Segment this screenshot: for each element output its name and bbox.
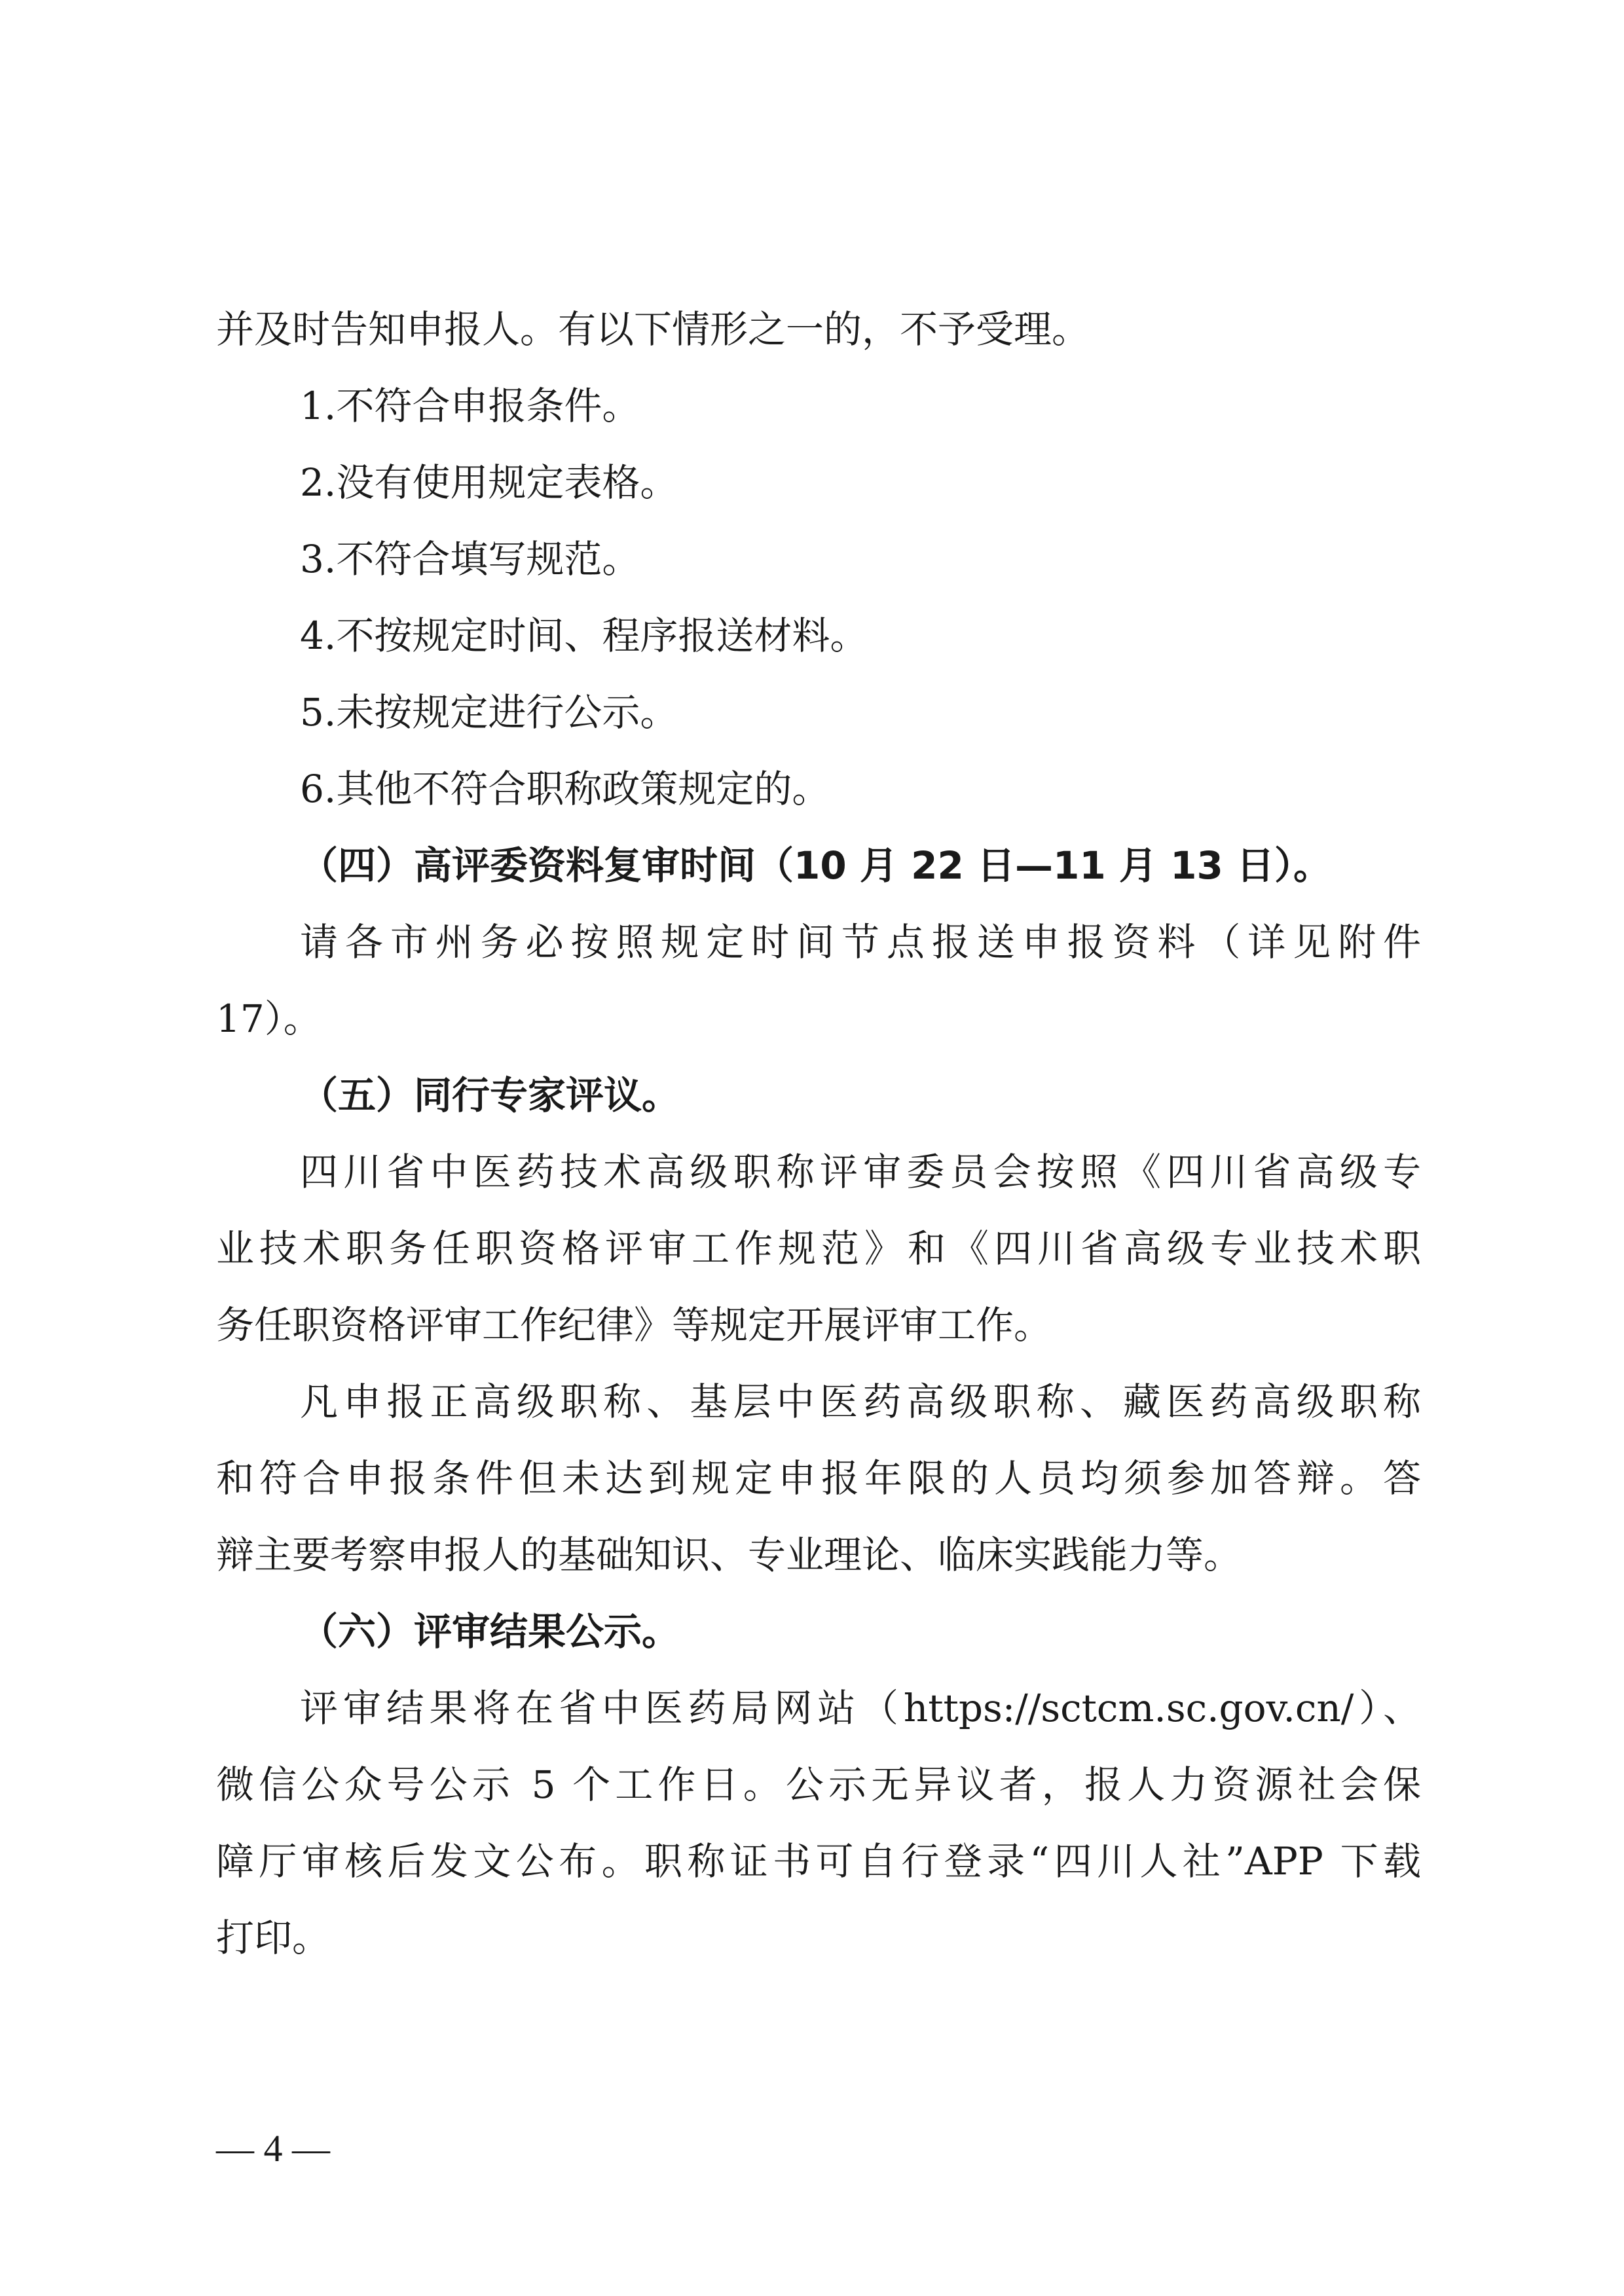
list-item-2: 2.没有使用规定表格。 [300, 460, 678, 505]
list-item-4: 4.不按规定时间、程序报送材料。 [300, 613, 868, 658]
list-item-1: 1.不符合申报条件。 [300, 384, 640, 428]
paragraph-line: 微信公众号公示 5 个工作日。公示无异议者，报人力资源社会保 [216, 1762, 1421, 1807]
paragraph-line: 障厅审核后发文公布。职称证书可自行登录“四川人社”APP 下载 [216, 1839, 1421, 1884]
list-item-3: 3.不符合填写规范。 [300, 537, 640, 581]
page-number: — 4 — [216, 2127, 330, 2170]
paragraph-line: 辩主要考察申报人的基础知识、专业理论、临床实践能力等。 [216, 1533, 1242, 1577]
list-item-6: 6.其他不符合职称政策规定的。 [300, 767, 830, 811]
section-heading-6: （六）评审结果公示。 [300, 1609, 680, 1654]
body-text [216, 291, 1421, 1977]
section-heading-5: （五）同行专家评议。 [300, 1073, 680, 1118]
paragraph-line: 打印。 [216, 1916, 331, 1960]
paragraph-line: 四川省中医药技术高级职称评审委员会按照《四川省高级专 [300, 1150, 1421, 1194]
paragraph-line: 请各市州务必按照规定时间节点报送申报资料（详见附件 [300, 920, 1421, 964]
section-heading-4: （四）高评委资料复审时间（10 月 22 日—11 月 13 日）。 [300, 843, 1332, 888]
list-item-5: 5.未按规定进行公示。 [300, 690, 678, 735]
paragraph-line: 并及时告知申报人。有以下情形之一的，不予受理。 [216, 307, 1090, 352]
paragraph-line: 业技术职务任职资格评审工作规范》和《四川省高级专业技术职 [216, 1226, 1421, 1271]
paragraph-line: 务任职资格评审工作纪律》等规定开展评审工作。 [216, 1303, 1052, 1347]
paragraph-line: 凡申报正高级职称、基层中医药高级职称、藏医药高级职称 [300, 1379, 1421, 1424]
paragraph-line: 17）。 [216, 996, 322, 1041]
paragraph-line: 评审结果将在省中医药局网站（https://sctcm.sc.gov.cn/）、 [300, 1686, 1421, 1730]
paragraph-line: 和符合申报条件但未达到规定申报年限的人员均须参加答辩。答 [216, 1456, 1421, 1501]
